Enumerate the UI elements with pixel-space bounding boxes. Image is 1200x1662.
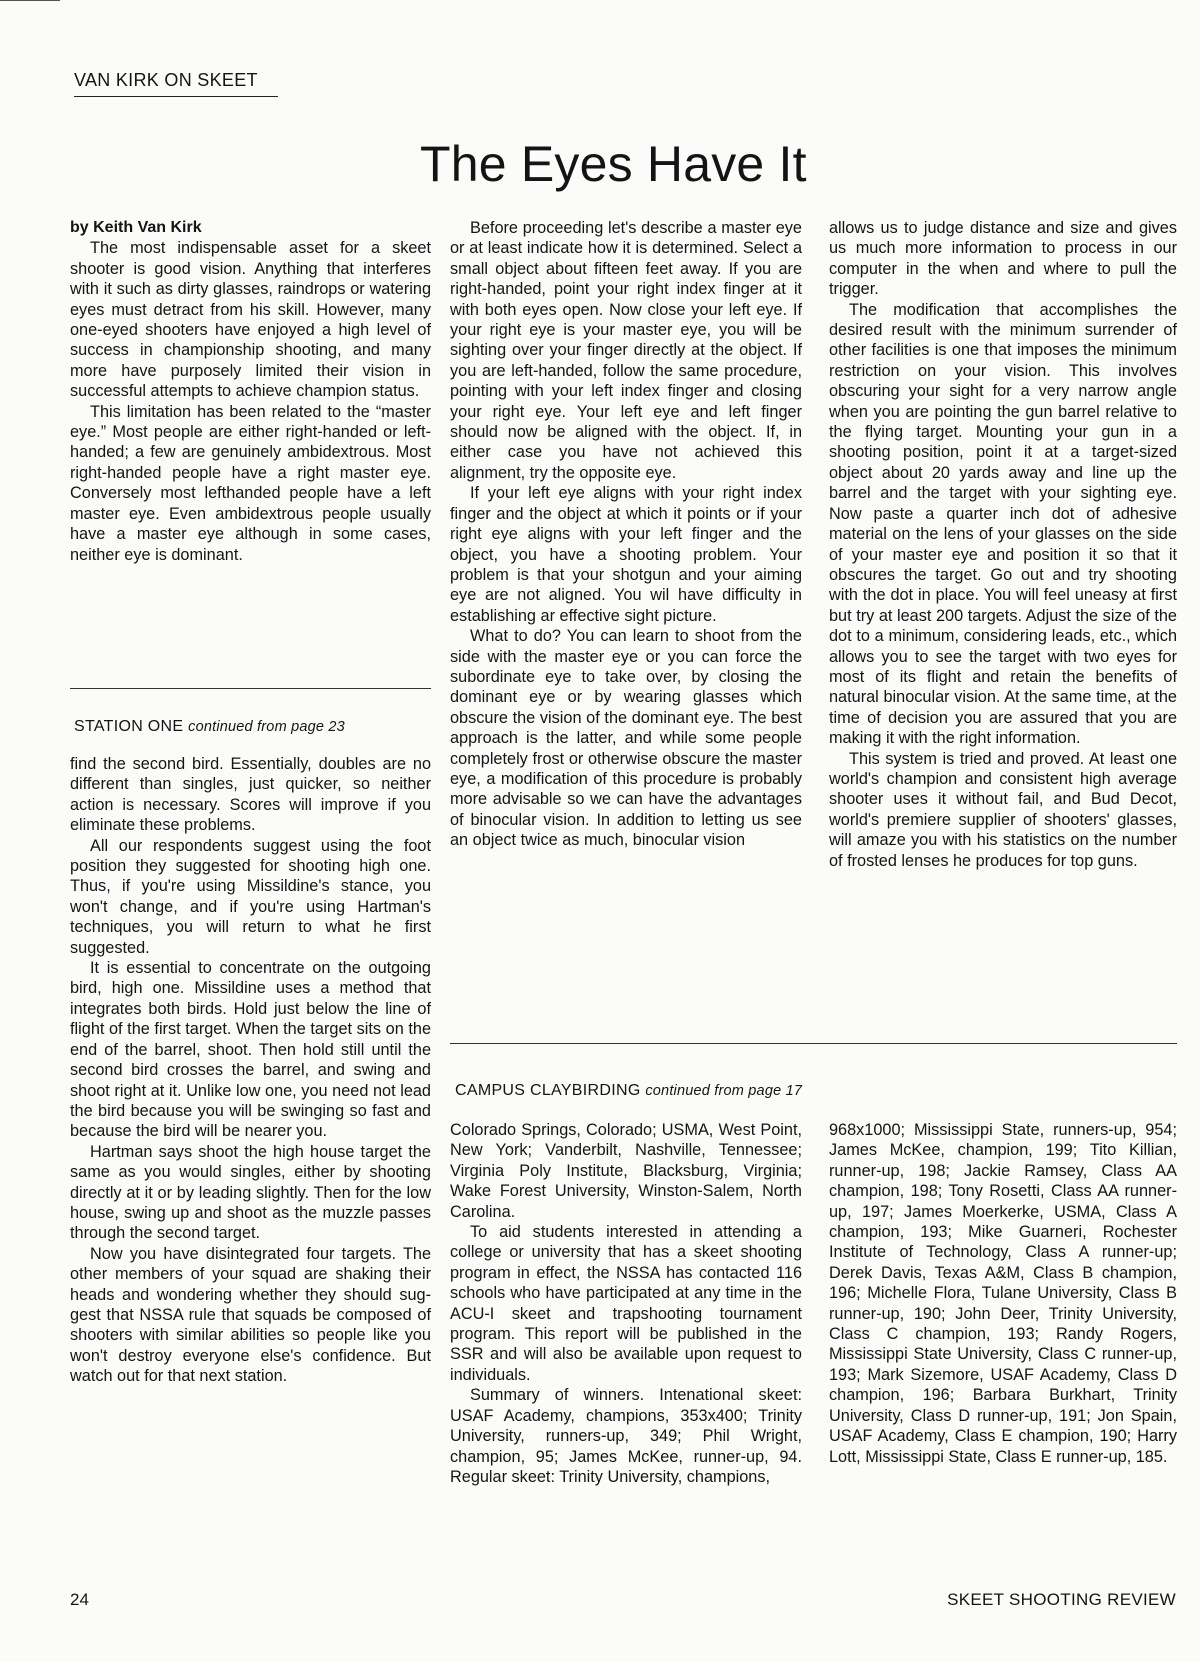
continued-note: continued from page 17 [645,1083,803,1099]
article-column-2 [450,218,802,851]
article-column-1 [70,218,431,565]
campus-title: CAMPUS CLAYBIRDING [455,1082,641,1099]
station-one-column [70,754,431,1387]
paragraph: This system is tried and proved. At least one world's champion and consistent high average shooter uses it without fail, and Bud Decot, world's premiere supplier of shooters' glasses, will amaze you with his statistics on the number of frosted lenses he produces for top guns. [829,749,1177,870]
paragraph: The modification that accomplishes the desired result with the minimum surrender of other facilities is one that imposes the minimum restriction on your vision. This involves obscuring your sight for a very narrow angle when you are pointing the gun barrel relative to the flying target. Mounting your gun in a shooting position, point it at a target-sized object about 20 yards away and line up the barrel and the target with your sighting eye. Now paste a quarter inch dot of adhesive material on the lens of your glasses on the side of your master eye and position it so that it obscures the target. Go out and try shooting with the dot in place. You will feel uneasy at first but try at least 200 targets. Adjust the size of the dot to a minimum, considering leads, etc., which allows you to see the target with two eyes for most of its flight and retain the benefits of natural binocular vision. At the same time, at the time of decision you are assured that you are making it with the right information. [829,300,1177,748]
top-edge-line [0,0,60,1]
station-one-heading [74,718,345,736]
paragraph: To aid students interested in attending a college or university that has a skeet shooting program in effect, the NSSA has contacted 116 schools who have participated at any time in the ACU-I skeet and trapshooting tournament program. This report will be published in the SSR and will also be available upon request to individuals. [450,1223,802,1384]
article-column-3 [829,218,1177,871]
campus-column-3 [829,1120,1177,1467]
paragraph: Summary of winners. Intenational skeet: USAF Academy, champions, 353x400; Trinity University, runners-up, 349; Phil Wright, champion, 95; James McKee, runner-up, 94. Regular skeet: Trinity University, champions, [450,1386,802,1486]
paragraph: Now you have disintegrated four targets. The other members of your squad are shaking their heads and wondering whether they should suggest that NSSA rule that squads be composed of shooters with similar abilities so people like you won't destroy everyone else's confidence. But watch out for that next station. [70,1244,431,1386]
paragraph: All our respondents suggest using the foot position they suggested for shooting high one. Thus, if you're using Missildine's stance, you won't change, and if you're using Hartman's techniques, you will return to what he first suggested. [70,836,431,957]
campus-heading [455,1082,802,1100]
campus-column-2 [450,1120,802,1487]
publication-name: SKEET SHOOTING REVIEW [947,1590,1176,1609]
divider-rule [70,688,431,689]
paragraph: The most indispensable asset for a skeet shooter is good vision. Anything that interferes with it such as dirty glasses, raindrops or watering eyes must detract from his skill. However, many one-eyed shooters have enjoyed a high level of success in championship shooting, and many more have purposely limited their vision in successful attempts to achieve champion status. [70,239,431,401]
divider-rule [450,1043,1177,1044]
paragraph: Colorado Springs, Colorado; USMA, West Point, New York; Vanderbilt, Nashville, Tennessee; Virginia Poly Institute, Blacksburg, Virginia; Wake Forest University, Winston-Salem, North Carolina. [450,1121,802,1221]
byline: by Keith Van Kirk [70,219,202,236]
continued-note: continued from page 23 [188,719,345,735]
page-number: 24 [70,1590,89,1609]
section-label: VAN KIRK ON SKEET [74,70,278,97]
paragraph: find the second bird. Essentially, doubles are no different than singles, just quicker, so neither action is necessary. Scores will improve if you eliminate these problems. [70,755,431,835]
paragraph: What to do? You can learn to shoot from the side with the master eye or you can force the subordinate eye to take over, by closing the dominant eye or by wearing glasses which obscure the vision of the dominant eye. The best approach is the latter, and while some people completely frost or otherwise obscure the master eye, a modification of this procedure is probably more advisable so we can have the advantages of binocular vision. In addition to letting us see an object twice as much, binocular vision [450,627,802,850]
paragraph: If your left eye aligns with your right index finger and the object at which it points or if your right eye aligns with your left finger and the object, you have a shooting problem. Your problem is that your shotgun and your aiming eye are not aligned. You wil have difficulty in establishing ar effective sight picture. [450,484,802,625]
paragraph: It is essential to concentrate on the outgoing bird, high one. Missildine uses a method that integrates both birds. Hold just below the line of flight of the first target. When the target sits on the end of the barrel, shoot. Then hold still until the second bird crosses the barrel, and swing and shoot right at it. Unlike low one, you need not lead the bird because you will be swinging so fast and because the bird will be nearer you. [70,959,431,1141]
station-one-title: STATION ONE [74,718,184,735]
paragraph: Before proceeding let's describe a master eye or at least indicate how it is determined. Select a small object about fifteen feet away. If you are right-handed, point your right index finger at it with both eyes open. Now close your left eye. If your right eye is your master eye, you will be sighting over your finger directly at the object. If you are left-handed, follow the same procedure, pointing with your left index finger and closing your right eye. Your left eye and left finger should now be aligned with the object. If, in either case you have not achieved this alignment, try the opposite eye. [450,219,802,482]
paragraph: Hartman says shoot the high house target the same as you would singles, either by shooting directly at it or by leading slightly. Then for the low house, swing up and shoot as the muzzle passes through the second target. [70,1142,431,1243]
paragraph: This limitation has been related to the “master eye.” Most people are either right-handed or left-handed; a few are genuinely ambidextrous. Most right-handed people have a right master eye. Conversely most lefthanded people have a left master eye. Even ambidextrous people usually have a master eye although in some cases, neither eye is dominant. [70,402,431,564]
article-title: The Eyes Have It [420,136,807,192]
paragraph: 968x1000; Mississippi State, runners-up, 954; James McKee, champion, 199; Tito Killian, runner-up, 198; Jackie Ramsey, Class AA champion, 198; Tony Rosetti, Class AA runner-up, 197; James Moerkerke, USMA, Class A champion, 193; Mike Guarneri, Rochester Institute of Technology, Class A runner-up; Derek Davis, Texas A&M, Class B champion, 196; Michelle Flora, Tulane University, Class B runner-up, 190; John Deer, Trinity University, Class C champion, 193; Randy Rogers, Mississippi State University, Class C runner-up, 193; Mark Sizemore, USAF Academy, Class D champion, 196; Barbara Burkhart, Trinity University, Class D runner-up, 191; Jon Spain, USAF Academy, Class E champion, 190; Harry Lott, Mississippi State, Class E runner-up, 185. [829,1121,1177,1466]
paragraph: allows us to judge distance and size and gives us much more information to process in our computer in the when and where to pull the trigger. [829,219,1177,299]
